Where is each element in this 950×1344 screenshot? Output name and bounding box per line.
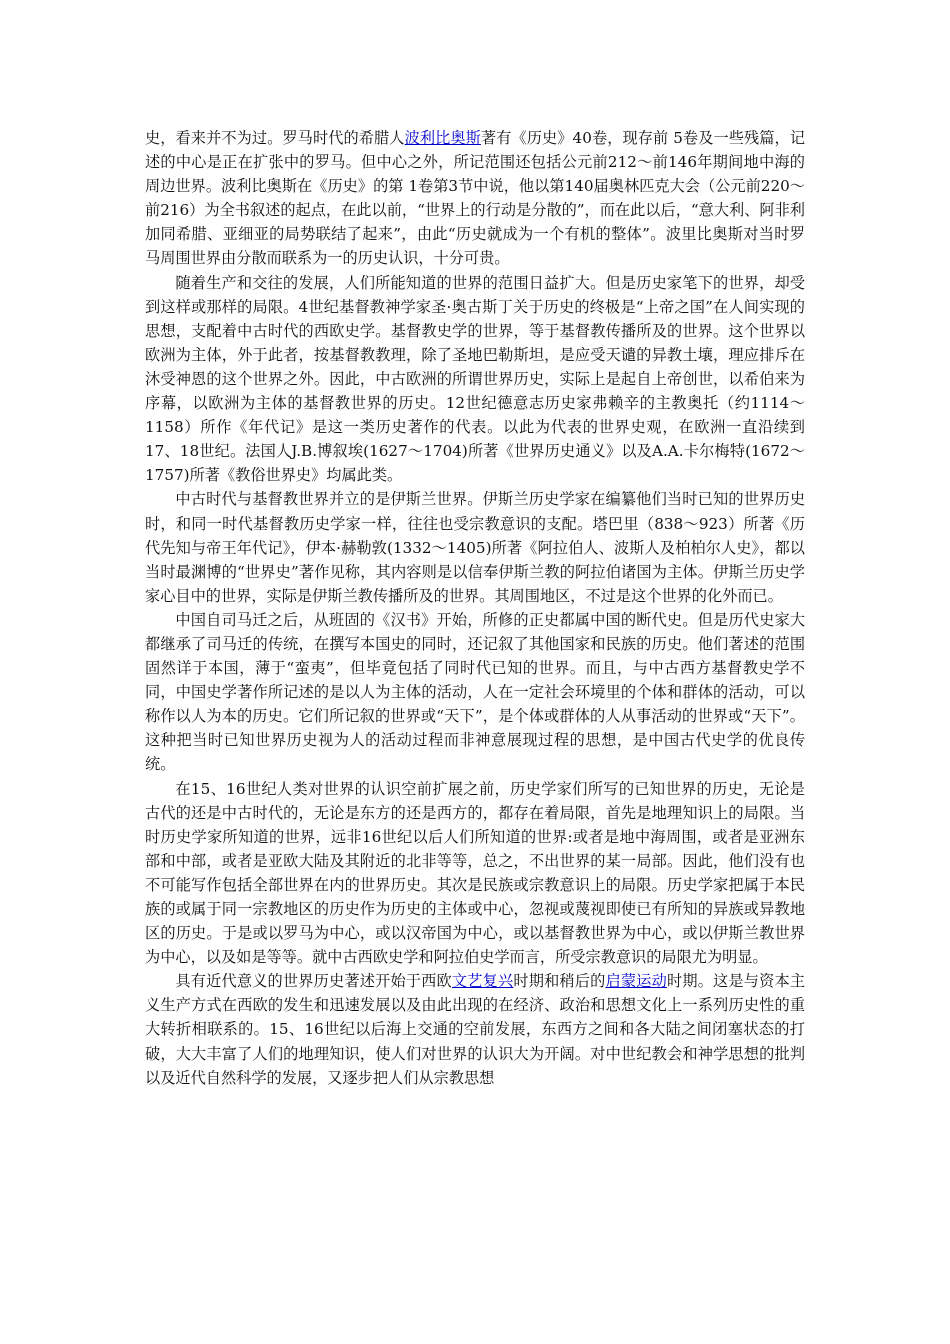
text-run: 著有《历史》40卷，现存前 5卷及一些残篇，记述的中心是正在扩张中的罗马。但中心之外，所记范围还包括公元前212～前146年期间地中海的周边世界。波利比奥斯在《历史》的第 1卷第3节中说，他以第140届奥林匹克大会（公元前220～前216）为全书叙述的起点，在此以前，“世界上的行动是分散的”，而在此以后，“意大利、阿非利加同希腊、亚细亚的局势联结了起来”，由此“历史就成为一个有机的整体”。波里比奥斯对当时罗马周围世界由分散而联系为一的历史认识，十分可贵。 bbox=[145, 129, 806, 268]
text-run: 时期。这是与资本主义生产方式在西欧的发生和迅速发展以及由此出现的在经济、政治和思想文化上一系列历史性的重大转折相联系的。15、16世纪以后海上交通的空前发展，东西方之间和各大陆之间闭塞状态的打破，大大丰富了人们的地理知识，使人们对世界的认识大为开阔。对中世纪教会和神学思想的批判以及近代自然科学的发展，又逐步把人们从宗教思想 bbox=[145, 972, 806, 1087]
paragraph-2 bbox=[145, 271, 805, 488]
paragraph-5 bbox=[145, 777, 805, 970]
text-run: 随着生产和交往的发展，人们所能知道的世界的范围日益扩大。但是历史家笔下的世界，却受到这样或那样的局限。4世纪基督教神学家圣·奥古斯丁关于历史的终极是“上帝之国”在人间实现的思想，支配着中古时代的西欧史学。基督教史学的世界，等于基督教传播所及的世界。这个世界以欧洲为主体，外于此者，按基督教教理，除了圣地巴勒斯坦，是应受天谴的异教土壤，理应排斥在沐受神恩的这个世界之外。因此，中古欧洲的所谓世界历史，实际上是起自上帝创世，以希伯来为序幕，以欧洲为主体的基督教世界的历史。12世纪德意志历史家弗赖辛的主教奥托（约1114～1158）所作《年代记》是这一类历史著作的代表。以此为代表的世界史观，在欧洲一直沿续到17、18世纪。法国人J.B.博叙埃(1627～1704)所著《世界历史通义》以及A.A.卡尔梅特(1672～1757)所著《教俗世界史》均属此类。 bbox=[145, 273, 805, 485]
text-run: 史，看来并不为过。罗马时代的希腊人 bbox=[145, 129, 405, 147]
paragraph-4 bbox=[145, 608, 805, 777]
paragraph-6 bbox=[145, 969, 805, 1089]
text-run: 时期和稍后的 bbox=[513, 972, 606, 991]
paragraph-3 bbox=[145, 487, 805, 607]
text-run: 中古时代与基督教世界并立的是伊斯兰世界。伊斯兰历史学家在编纂他们当时已知的世界历史时，和同一时代基督教历史学家一样，往往也受宗教意识的支配。塔巴里（838～923）所著《历代先知与帝王年代记》，伊本·赫勒敦(1332～1405)所著《阿拉伯人、波斯人及柏柏尔人史》，都以当时最渊博的“世界史”著作见称，其内容则是以信奉伊斯兰教的阿拉伯诸国为主体。伊斯兰历史学家心目中的世界，实际是伊斯兰教传播所及的世界。其周围地区，不过是这个世界的化外而已。 bbox=[145, 490, 805, 605]
link-enlightenment[interactable]: 启蒙运动 bbox=[605, 972, 667, 991]
text-run: 具有近代意义的世界历史著述开始于西欧 bbox=[175, 972, 452, 991]
link-polybius[interactable]: 波利比奥斯 bbox=[404, 129, 481, 147]
text-run: 在15、16世纪人类对世界的认识空前扩展之前，历史学家们所写的已知世界的历史，无论是古代的还是中古时代的，无论是东方的还是西方的，都存在着局限，首先是地理知识上的局限。当时历史学家所知道的世界，远非16世纪以后人们所知道的世界:或者是地中海周围，或者是亚洲东部和中部，或者是亚欧大陆及其附近的北非等等，总之，不出世界的某一局部。因此，他们没有也不可能写作包括全部世界在内的世界历史。其次是民族或宗教意识上的局限。历史学家把属于本民族的或属于同一宗教地区的历史作为历史的主体或中心，忽视或蔑视即使已有所知的异族或异教地区的历史。于是或以罗马为中心，或以汉帝国为中心，或以基督教世界为中心，或以伊斯兰教世界为中心，以及如是等等。就中古西欧史学和阿拉伯史学而言，所受宗教意识的局限尤为明显。 bbox=[145, 779, 805, 967]
paragraph-1 bbox=[145, 126, 805, 271]
text-run: 中国自司马迁之后，从班固的《汉书》开始，所修的正史都属中国的断代史。但是历代史家大都继承了司马迁的传统，在撰写本国史的同时，还记叙了其他国家和民族的历史。他们著述的范围固然详于本国，薄于“蛮夷”，但毕竟包括了同时代已知的世界。而且，与中古西方基督教史学不同，中国史学著作所记述的是以人为主体的活动，人在一定社会环境里的个体和群体的活动，可以称作以人为本的历史。它们所记叙的世界或“天下”，是个体或群体的人从事活动的世界或“天下”。这种把当时已知世界历史视为人的活动过程而非神意展现过程的思想，是中国古代史学的优良传统。 bbox=[145, 610, 805, 774]
document-body bbox=[145, 126, 805, 1090]
link-renaissance[interactable]: 文艺复兴 bbox=[451, 972, 514, 991]
